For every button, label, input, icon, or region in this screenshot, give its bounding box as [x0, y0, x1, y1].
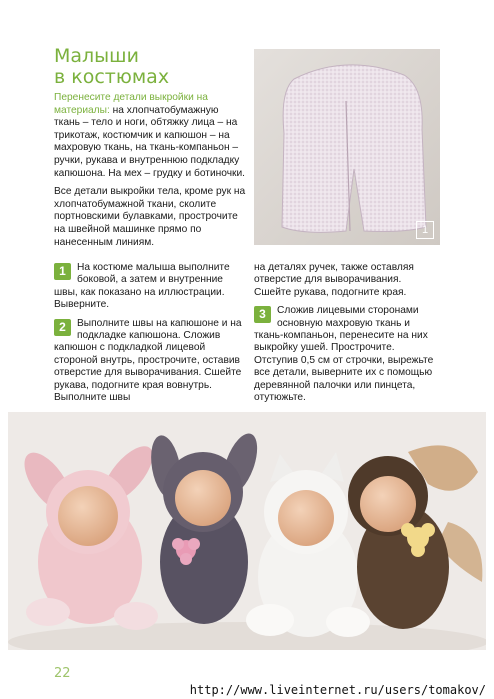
step-2-text: Выполните швы на капюшоне и на подкладке капюшона. Сложив капюшон с подкладкой лицевой стороной внутрь, прострочите, оставив отверстие для выворачивания. Сшейте рукава, подогните края вовнутрь. Выполните швы: [54, 317, 242, 404]
terry-fabric-image: [254, 49, 440, 245]
photo-dolls-group: [8, 412, 486, 650]
step-3: [254, 305, 440, 404]
step-1: [54, 262, 245, 312]
steps-left-column: [54, 262, 245, 410]
photo-number-badge: 1: [416, 221, 434, 239]
photo-costume-fabric: [254, 49, 440, 245]
step-3-text: Сложив лицевыми сторонами основную махровую ткань и ткань-компаньон, перенесите на них выкройку ушей. Прострочите. Отступив 0,5 см от строчки, вырежьте все детали, выверните их с помощью деревянной палочки или пинцета, отутюжьте.: [254, 305, 434, 404]
dolls-image: [8, 412, 486, 650]
intro-rest: на хлопчатобумажную ткань – тело и ноги, обтяжку лица – на трикотаж, костюмчик и капюшон – на махровую ткань, на ткань-компаньон – ручки, рукава и внутреннюю подкладку капюшона. На мех – грудку и ботиночки.: [54, 104, 245, 179]
steps-right-column: [254, 262, 440, 410]
title-line-2: в костюмах: [54, 66, 170, 88]
step-2: [54, 318, 245, 405]
step-1-text: На костюме малыша выполните боковой, а затем и внутренние швы, как показано на иллюстрации. Выверните.: [54, 262, 230, 311]
page-number: 22: [54, 666, 71, 681]
intro-paragraph-2: Все детали выкройки тела, кроме рук на хлопчатобумажной ткани, сколите портновскими булавками, прострочите на швейной машинке прямо по нанесенным линиям.: [54, 186, 246, 248]
step-1-number: 1: [54, 263, 71, 280]
intro-text: [54, 92, 246, 255]
source-watermark-url[interactable]: http://www.liveinternet.ru/users/tomakov/: [189, 683, 486, 697]
intro-paragraph-1: [54, 92, 246, 180]
step-3-number: 3: [254, 306, 271, 323]
step-2-continued: на деталях ручек, также оставляя отверстие для выворачивания. Сшейте рукава, подогните края.: [254, 262, 414, 298]
title-line-1: Малыши: [54, 45, 139, 67]
step-2-number: 2: [54, 319, 71, 336]
intro-lead: Перенесите детали выкройки на материалы:: [54, 92, 208, 116]
page-title: [54, 46, 244, 88]
